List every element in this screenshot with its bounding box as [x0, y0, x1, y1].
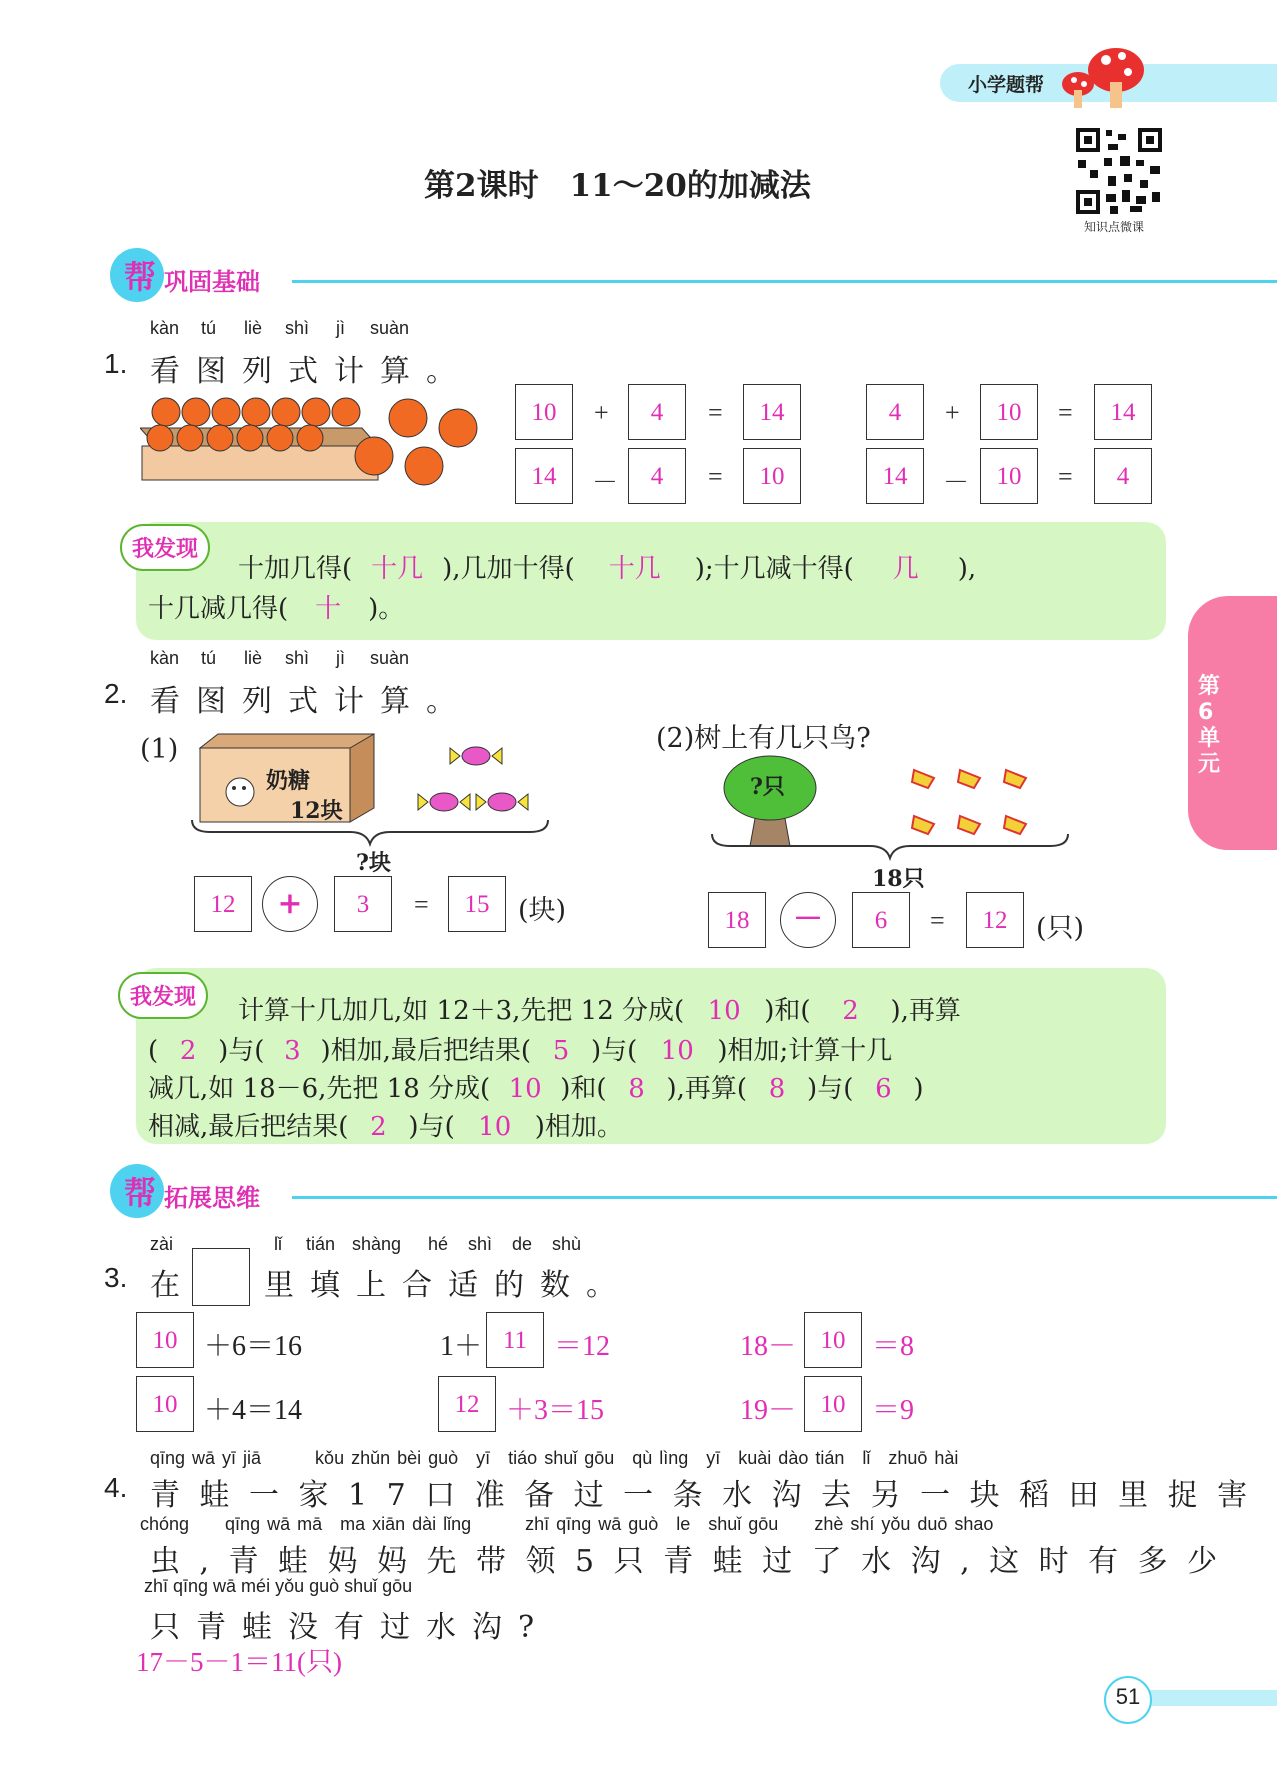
- q2-p1-op[interactable]: +: [262, 876, 318, 932]
- q1-text: 看图列式计算。: [150, 354, 472, 389]
- q2-p2-b[interactable]: 6: [852, 892, 910, 948]
- discovery-2-line-1: [238, 990, 961, 1027]
- find2-l3-a1: 10: [508, 1074, 542, 1104]
- q1-eq3-b[interactable]: 10: [980, 384, 1038, 440]
- q2-number: 2.: [104, 678, 128, 709]
- find2-l4-a2: 10: [478, 1112, 512, 1142]
- q1-eq4-c[interactable]: 4: [1094, 448, 1152, 504]
- find2-l3-a3: 8: [768, 1074, 786, 1104]
- q2-p2-op[interactable]: －: [780, 892, 836, 948]
- q2-p1-c[interactable]: 15: [448, 876, 506, 932]
- q3-empty-box-sample: [192, 1248, 250, 1306]
- find1-text-f: )。: [368, 594, 405, 624]
- q1-eq3-op: +: [945, 398, 960, 427]
- tree-label: ?只: [750, 774, 785, 800]
- q2-p2-c[interactable]: 12: [966, 892, 1024, 948]
- q2-pinyin-2: tú: [201, 648, 217, 668]
- q1-eq3-a[interactable]: 4: [866, 384, 924, 440]
- q1-pinyin-3: liè: [244, 318, 263, 338]
- q2-part2-label: (2)树上有几只鸟?: [656, 723, 871, 754]
- q4-pinyin-line-1: qīng wā yī jiā kǒu zhǔn bèi guò yī tiáo shuǐ gōu qù lìng yī kuài dào tián lǐ zhuō hài: [150, 1448, 959, 1468]
- q2-p1-b[interactable]: 3: [334, 876, 392, 932]
- q4-number: 4.: [104, 1472, 128, 1503]
- find2-l3-a2: 8: [628, 1074, 645, 1104]
- q3-r2-box[interactable]: 10: [136, 1376, 194, 1432]
- q2-pinyin-6: suàn: [370, 648, 410, 668]
- page-title: 第2课时 11～20的加减法: [424, 168, 811, 204]
- candy-illustration: [414, 738, 534, 828]
- q3-r4-rest: ＋3＝15: [506, 1395, 605, 1426]
- q3-r3-pre: 1＋: [440, 1331, 483, 1362]
- brace-2: [710, 832, 1070, 862]
- find1-answer-2: 十几: [608, 554, 661, 584]
- q1-eq4-eq: =: [1058, 462, 1073, 491]
- q4-pinyin-line-3: zhī qīng wā méi yǒu guò shuǐ gōu: [144, 1576, 413, 1596]
- q2-text: 看图列式计算。: [150, 684, 472, 719]
- find1-text-e: 十几减几得(: [148, 594, 289, 624]
- q1-eq1-eq: =: [708, 398, 723, 427]
- find1-answer-3: 几: [892, 554, 919, 584]
- q3-r3-rest: ＝12: [554, 1331, 611, 1362]
- find2-l2-t1: (: [148, 1036, 159, 1066]
- candy-box-label-2: 12块: [290, 798, 343, 824]
- page-number: 51: [1115, 1684, 1141, 1709]
- q3-pinyin-8: shù: [552, 1234, 582, 1254]
- find1-text-d: ),: [957, 554, 977, 584]
- q2-part1-label: (1): [140, 734, 179, 765]
- q3-r6-pre: 19－: [740, 1395, 797, 1426]
- section-title: 拓展思维: [164, 1184, 260, 1212]
- q3-text-1: 在: [150, 1268, 196, 1303]
- find2-l3-t5: ): [913, 1074, 924, 1104]
- q4-answer: 17－5－1＝11(只): [136, 1647, 342, 1677]
- q1-eq1-op: +: [594, 398, 609, 427]
- find1-answer-1: 十几: [371, 554, 424, 584]
- q1-eq2-eq: =: [708, 462, 723, 491]
- q1-eq1-b[interactable]: 4: [628, 384, 686, 440]
- discovery-2-line-2: [148, 1030, 892, 1067]
- find2-l1-t1: 计算十几加几,如 12＋3,先把 12 分成(: [238, 996, 685, 1026]
- find2-l3-t2: )和(: [560, 1074, 607, 1104]
- q2-pinyin-5: jì: [336, 648, 345, 668]
- find2-l4-t2: )与(: [408, 1112, 455, 1142]
- q3-pinyin-7: de: [512, 1234, 533, 1254]
- discovery-2-line-3: [148, 1068, 924, 1105]
- q2-p2-unit: (只): [1036, 913, 1085, 944]
- find1-text-a: 十加几得(: [238, 554, 353, 584]
- page-number-bar: [1130, 1690, 1277, 1706]
- q3-r1-box[interactable]: 10: [136, 1312, 194, 1368]
- q1-pinyin-4: shì: [285, 318, 310, 338]
- q3-r5-box[interactable]: 10: [804, 1312, 862, 1368]
- q1-pinyin-2: tú: [201, 318, 217, 338]
- discovery-badge-2: 我发现: [118, 972, 208, 1019]
- section-divider: [292, 1196, 1277, 1199]
- q3-pinyin-6: shì: [468, 1234, 493, 1254]
- q4-pinyin-line-2: chóng qīng wā mā ma xiān dài lǐng zhī qīng wā guò le shuǐ gōu zhè shí yǒu duō shao: [140, 1514, 994, 1534]
- qr-code-icon[interactable]: [1074, 126, 1164, 216]
- find2-l2-a3: 5: [552, 1036, 570, 1066]
- q3-r5-rest: ＝8: [872, 1331, 915, 1362]
- section-title: 巩固基础: [164, 268, 260, 296]
- q3-pinyin-5: hé: [428, 1234, 449, 1254]
- find2-l3-t3: ),再算(: [666, 1074, 748, 1104]
- q2-pinyin-3: liè: [244, 648, 263, 668]
- find2-l1-a1: 10: [707, 996, 741, 1026]
- find2-l2-a1: 2: [179, 1036, 197, 1066]
- discovery-1-line-2: [148, 588, 404, 625]
- q2-pinyin-1: kàn: [150, 648, 180, 668]
- find2-l2-a4: 10: [660, 1036, 694, 1066]
- q3-text-2: 里填上合适的数。: [264, 1268, 632, 1303]
- q1-eq4-a[interactable]: 14: [866, 448, 924, 504]
- brace-label-2: 18只: [872, 866, 925, 892]
- find1-text-c: );十几减十得(: [694, 554, 854, 584]
- q3-r3-box[interactable]: 11: [486, 1312, 544, 1368]
- find2-l1-t2: )和(: [764, 996, 811, 1026]
- q4-line-1: 青蛙一家17口准备过一条水沟去另一块稻田里捉害: [150, 1478, 1267, 1513]
- q1-pinyin-1: kàn: [150, 318, 180, 338]
- brand-label: 小学题帮: [968, 74, 1045, 96]
- find2-l2-t4: )与(: [591, 1036, 638, 1066]
- q3-r4-box[interactable]: 12: [438, 1376, 496, 1432]
- find2-l4-t3: )相加。: [534, 1112, 623, 1142]
- q3-r6-rest: ＝9: [872, 1395, 915, 1426]
- mushroom-icon: [1058, 44, 1148, 114]
- q3-pinyin-3: tián: [306, 1234, 336, 1254]
- find2-l1-a2: 2: [842, 996, 859, 1026]
- q3-pinyin-4: shàng: [352, 1234, 402, 1254]
- find1-answer-4: 十: [315, 594, 342, 624]
- q1-eq4-b[interactable]: 10: [980, 448, 1038, 504]
- q3-pinyin-1: zài: [150, 1234, 174, 1254]
- find2-l4-a1: 2: [370, 1112, 387, 1142]
- q2-p2-eq: =: [930, 906, 945, 935]
- q3-r1-rest: ＋6＝16: [204, 1331, 303, 1362]
- find2-l2-t3: )相加,最后把结果(: [320, 1036, 532, 1066]
- find2-l2-a2: 3: [284, 1036, 301, 1066]
- discovery-1-line-1: [238, 548, 976, 585]
- q2-p2-a[interactable]: 18: [708, 892, 766, 948]
- find2-l2-t5: )相加;计算十几: [717, 1036, 893, 1066]
- q2-p1-eq: =: [414, 890, 429, 919]
- discovery-badge-1: 我发现: [120, 524, 210, 571]
- q4-line-2: 虫,青蛙妈妈先带领5只青蛙过了水沟,这时有多少: [150, 1544, 1237, 1579]
- q1-eq3-c[interactable]: 14: [1094, 384, 1152, 440]
- q3-number: 3.: [104, 1262, 128, 1293]
- basketball-crate-illustration: [140, 392, 485, 492]
- q2-p1-a[interactable]: 12: [194, 876, 252, 932]
- brace-1: [190, 818, 550, 848]
- q3-r6-box[interactable]: 10: [804, 1376, 862, 1432]
- brace-label-1: ?块: [356, 850, 391, 876]
- q1-eq2-op: －: [592, 468, 619, 497]
- find2-l1-t3: ),再算: [890, 996, 961, 1026]
- find2-l3-a4: 6: [875, 1074, 892, 1104]
- candy-box-label-1: 奶糖: [266, 768, 311, 794]
- q1-eq2-c[interactable]: 10: [743, 448, 801, 504]
- q1-pinyin-5: jì: [336, 318, 345, 338]
- q1-eq2-b[interactable]: 4: [628, 448, 686, 504]
- section-bang-label: 帮: [124, 1174, 157, 1212]
- q1-eq1-c[interactable]: 14: [743, 384, 801, 440]
- q1-eq4-op: －: [943, 468, 970, 497]
- q3-pinyin-2: lǐ: [274, 1234, 282, 1254]
- q2-p1-unit: (块): [518, 895, 567, 926]
- unit-side-tab-label: 第6单元: [1198, 674, 1221, 777]
- q4-line-3: 只青蛙没有过水沟?: [150, 1610, 551, 1645]
- q1-eq3-eq: =: [1058, 398, 1073, 427]
- find2-l2-t2: )与(: [218, 1036, 265, 1066]
- section-divider: [292, 280, 1277, 283]
- find2-l4-t1: 相减,最后把结果(: [148, 1112, 349, 1142]
- find2-l3-t4: )与(: [807, 1074, 854, 1104]
- q3-r2-rest: ＋4＝14: [204, 1395, 303, 1426]
- section-bang-label: 帮: [124, 258, 157, 296]
- q2-pinyin-4: shì: [285, 648, 310, 668]
- q1-pinyin-6: suàn: [370, 318, 410, 338]
- q1-eq1-a[interactable]: 10: [515, 384, 573, 440]
- find1-text-b: ),几加十得(: [442, 554, 575, 584]
- q1-eq2-a[interactable]: 14: [515, 448, 573, 504]
- q3-r5-pre: 18－: [740, 1331, 797, 1362]
- find2-l3-t1: 减几,如 18－6,先把 18 分成(: [148, 1074, 491, 1104]
- q1-number: 1.: [104, 348, 128, 379]
- discovery-2-line-4: [148, 1106, 623, 1143]
- qr-caption: 知识点微课: [1084, 220, 1145, 234]
